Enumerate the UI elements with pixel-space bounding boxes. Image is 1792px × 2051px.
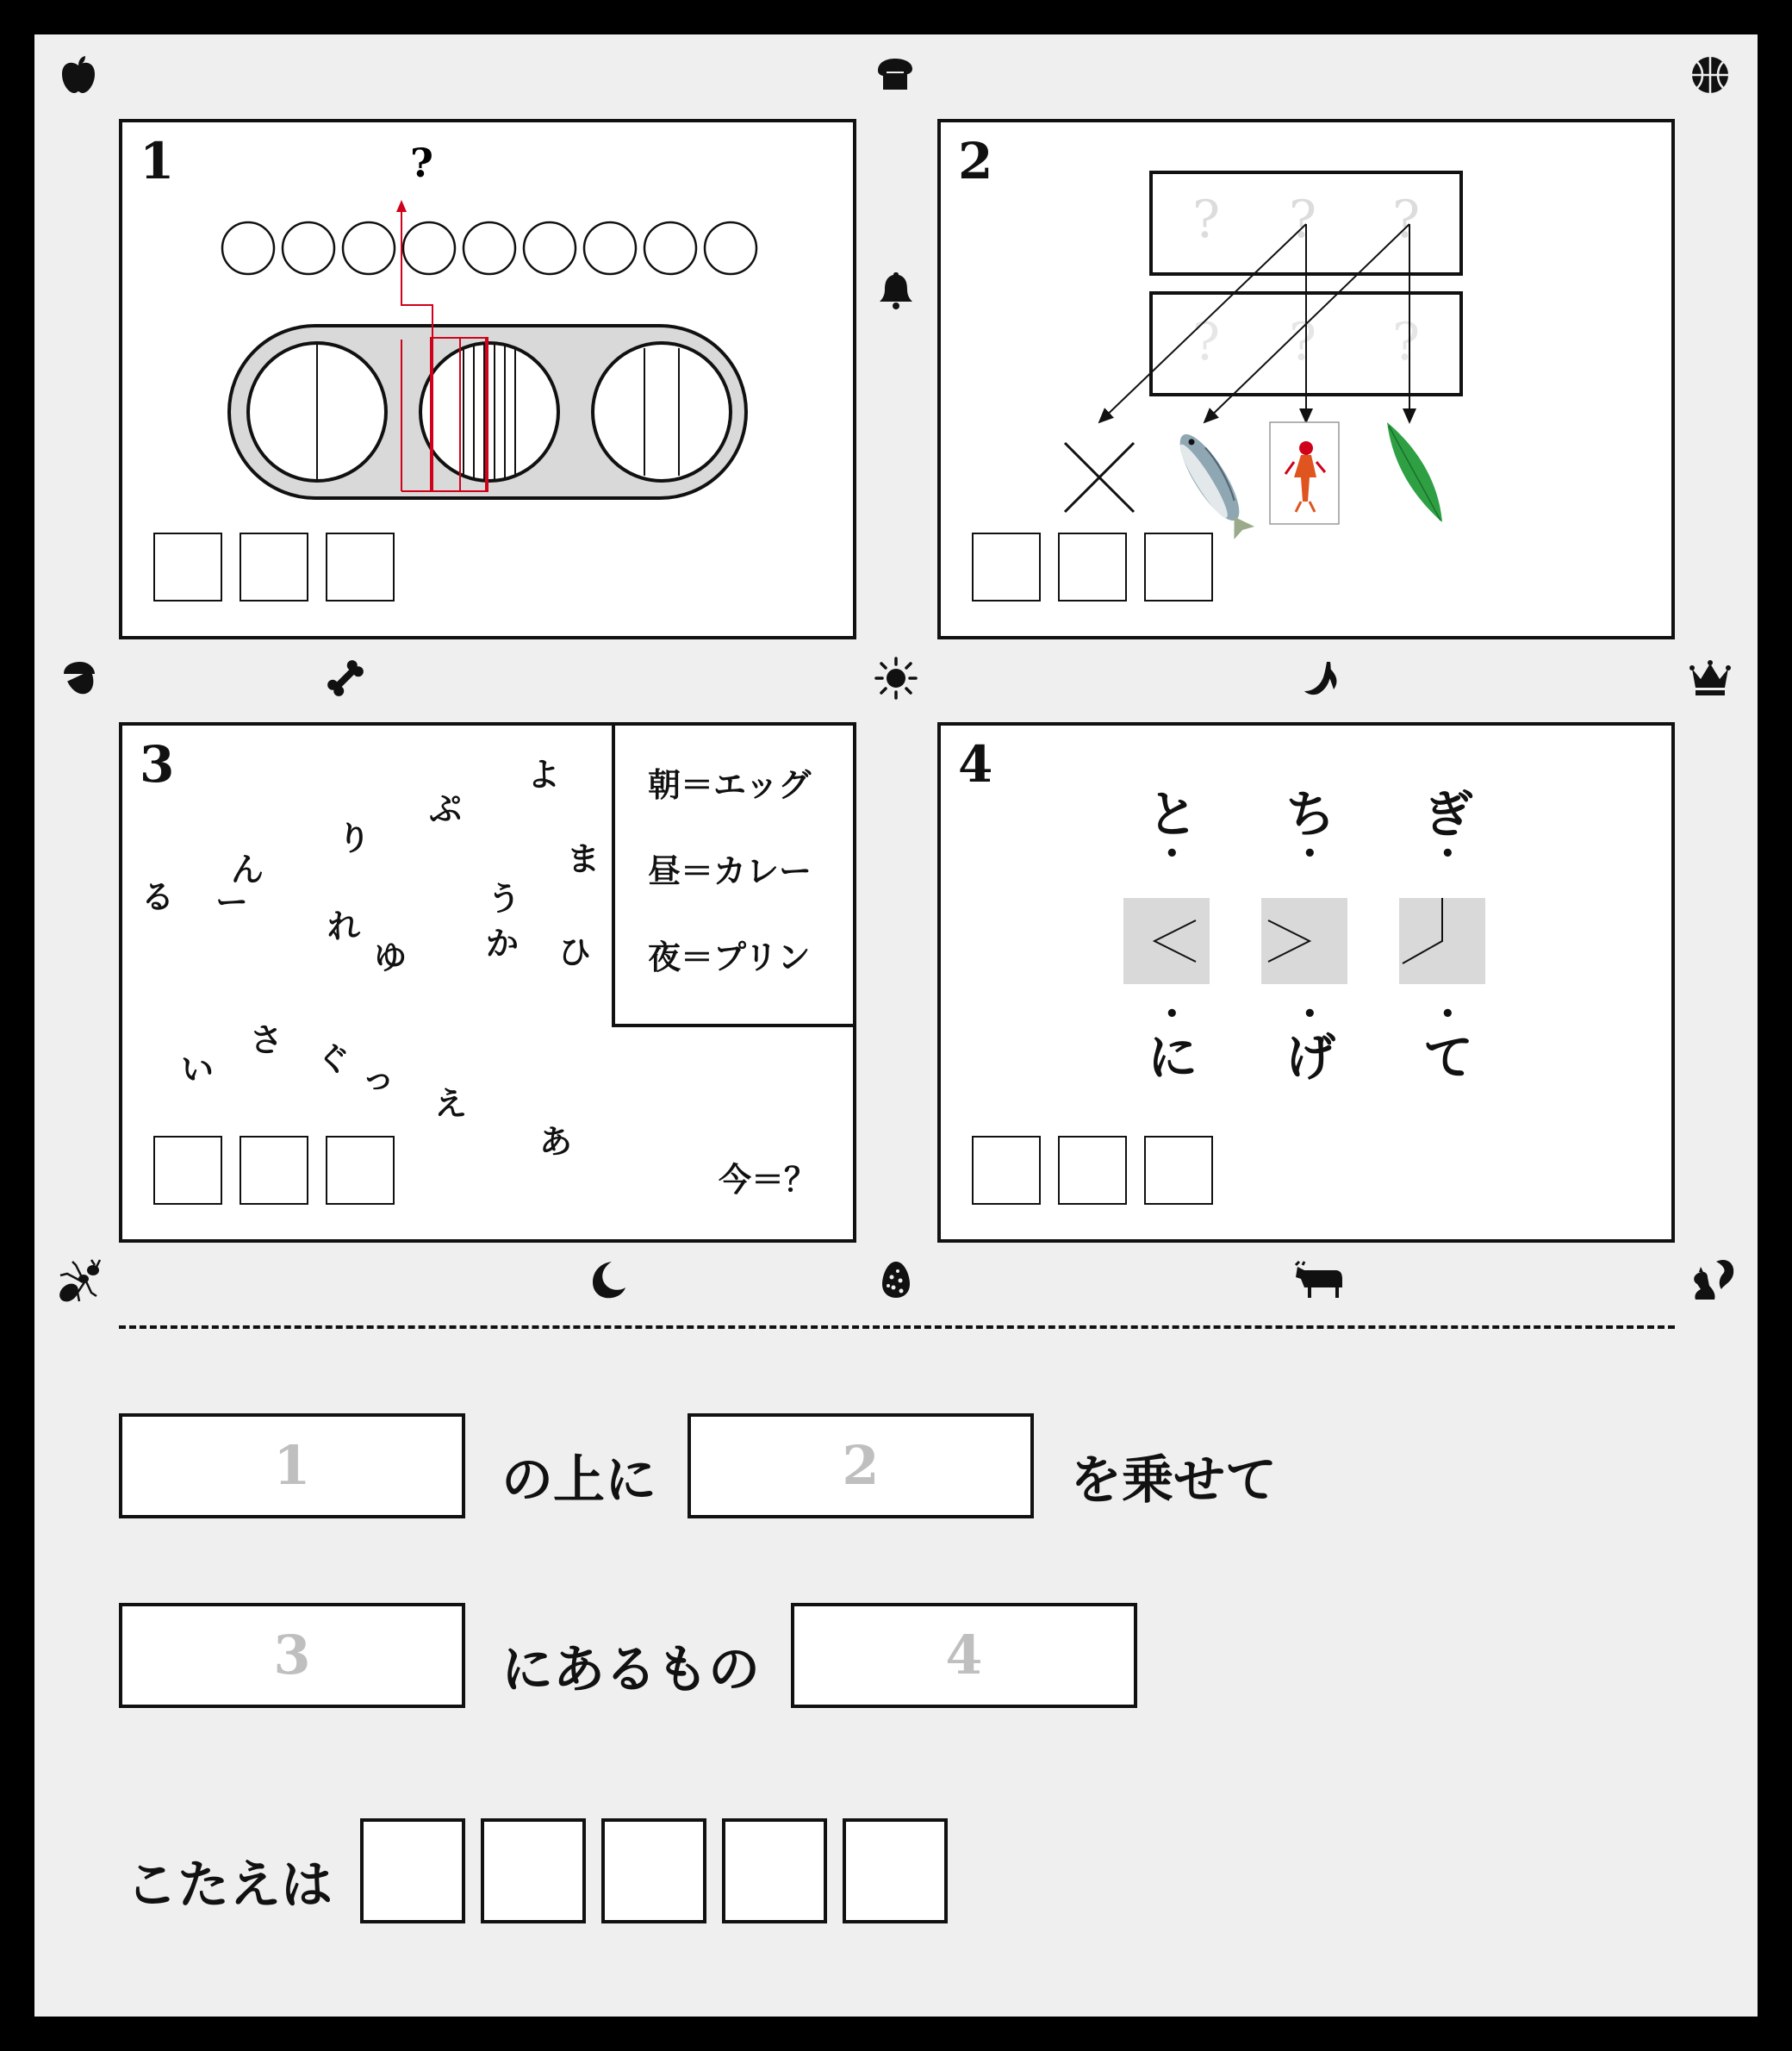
question-mark: ? — [410, 140, 433, 186]
final-answer-box[interactable] — [601, 1818, 706, 1923]
panel-number: 2 — [958, 132, 993, 190]
puzzle-panel-4 — [937, 722, 1675, 1243]
particle-2: を乗せて — [1070, 1450, 1277, 1511]
scattered-kana: う — [488, 879, 521, 918]
slot-4[interactable]: 4 — [791, 1603, 1137, 1708]
squirrel-icon — [1685, 1255, 1737, 1306]
top-kana: と — [1148, 785, 1198, 844]
dot-mark: • — [1303, 1001, 1317, 1027]
final-answer-box[interactable] — [722, 1818, 827, 1923]
grid-mark: ? — [1192, 190, 1221, 250]
puzzle-panel-2 — [937, 119, 1675, 639]
dot-mark: • — [1303, 841, 1317, 867]
answer-box[interactable] — [1058, 1136, 1127, 1205]
arrow-diagram — [941, 122, 1671, 636]
slot-3[interactable]: 3 — [119, 1603, 465, 1708]
scattered-kana: れ — [327, 907, 361, 945]
slot-1[interactable]: 1 — [119, 1413, 465, 1518]
puzzle-sheet — [34, 34, 1758, 2017]
panel-number: 1 — [140, 132, 175, 190]
fish-icon — [1170, 427, 1258, 541]
scattered-kana: ひ — [558, 932, 592, 971]
scattered-kana: ゆ — [374, 938, 408, 976]
answer-box[interactable] — [153, 533, 222, 602]
shape-tiles — [941, 726, 1671, 1239]
dot-mark: • — [1440, 841, 1455, 867]
dot-mark: • — [1165, 1001, 1179, 1027]
bottom-kana: げ — [1285, 1028, 1336, 1087]
particle-1: の上に — [501, 1450, 656, 1511]
banana-icon — [1301, 657, 1344, 700]
scattered-kana: か — [486, 924, 520, 963]
final-answer-box[interactable] — [360, 1818, 465, 1923]
bell-icon — [874, 269, 918, 312]
cow-icon — [1292, 1258, 1347, 1301]
scattered-kana: ー — [215, 882, 249, 921]
slot-2[interactable]: 2 — [688, 1413, 1034, 1518]
dot-mark: • — [1440, 1001, 1455, 1027]
bottom-kana: に — [1148, 1028, 1198, 1087]
answer-box[interactable] — [153, 1136, 222, 1205]
answer-box[interactable] — [1058, 533, 1127, 602]
answer-label: こたえは — [126, 1855, 333, 1916]
answer-box[interactable] — [1144, 1136, 1213, 1205]
answer-box[interactable] — [1144, 533, 1213, 602]
bread-icon — [873, 53, 916, 97]
bottom-kana: て — [1423, 1028, 1474, 1087]
scattered-kana: ん — [231, 850, 264, 888]
answer-box[interactable] — [240, 1136, 308, 1205]
panel-number: 4 — [958, 735, 993, 794]
dashed-divider — [119, 1325, 1675, 1329]
rule-noon: 昼＝カレー — [648, 851, 812, 890]
dot-mark: • — [1165, 841, 1179, 867]
bone-icon — [324, 657, 367, 700]
puzzle-panel-3 — [119, 722, 856, 1243]
lens-diagram — [122, 122, 853, 636]
answer-box[interactable] — [326, 533, 395, 602]
scattered-kana: え — [434, 1084, 468, 1123]
grid-mark: ? — [1289, 190, 1317, 250]
answer-box[interactable] — [326, 1136, 395, 1205]
grid-mark: ? — [1392, 190, 1421, 250]
answer-box[interactable] — [240, 533, 308, 602]
ant-icon — [52, 1258, 103, 1310]
particle-3: にあるもの — [501, 1640, 760, 1700]
question-now: 今＝？ — [719, 1160, 818, 1199]
scattered-kana: さ — [250, 1020, 283, 1059]
scattered-kana: ぷ — [429, 789, 463, 828]
scattered-kana: あ — [539, 1122, 573, 1161]
final-answer-box[interactable] — [481, 1818, 586, 1923]
acorn-icon — [57, 657, 100, 700]
top-kana: ち — [1285, 785, 1336, 844]
crown-icon — [1689, 657, 1732, 700]
top-kana: ぎ — [1423, 785, 1474, 844]
scattered-kana: ぐ — [317, 1039, 351, 1078]
grid-mark: ? — [1192, 312, 1221, 372]
puzzle-panel-1 — [119, 119, 856, 639]
panel-number: 3 — [140, 735, 175, 794]
final-answer-box[interactable] — [843, 1818, 948, 1923]
scattered-kana: る — [141, 877, 175, 916]
scattered-kana: ま — [567, 839, 600, 878]
scattered-kana: い — [181, 1050, 215, 1088]
scattered-kana: よ — [527, 755, 561, 794]
answer-box[interactable] — [972, 1136, 1041, 1205]
grid-mark: ? — [1392, 312, 1421, 372]
rules-box — [612, 722, 856, 1027]
rule-morning: 朝＝エッグ — [648, 765, 812, 804]
moon-icon — [586, 1258, 629, 1301]
basketball-icon — [1689, 53, 1732, 97]
apple-icon — [57, 53, 100, 97]
sun-icon — [874, 657, 918, 700]
scattered-kana: っ — [362, 1058, 395, 1097]
grid-mark: ? — [1289, 312, 1317, 372]
egg-icon — [874, 1258, 918, 1301]
rule-night: 夜＝プリン — [648, 938, 811, 976]
answer-box[interactable] — [972, 533, 1041, 602]
scattered-kana: り — [338, 819, 371, 857]
